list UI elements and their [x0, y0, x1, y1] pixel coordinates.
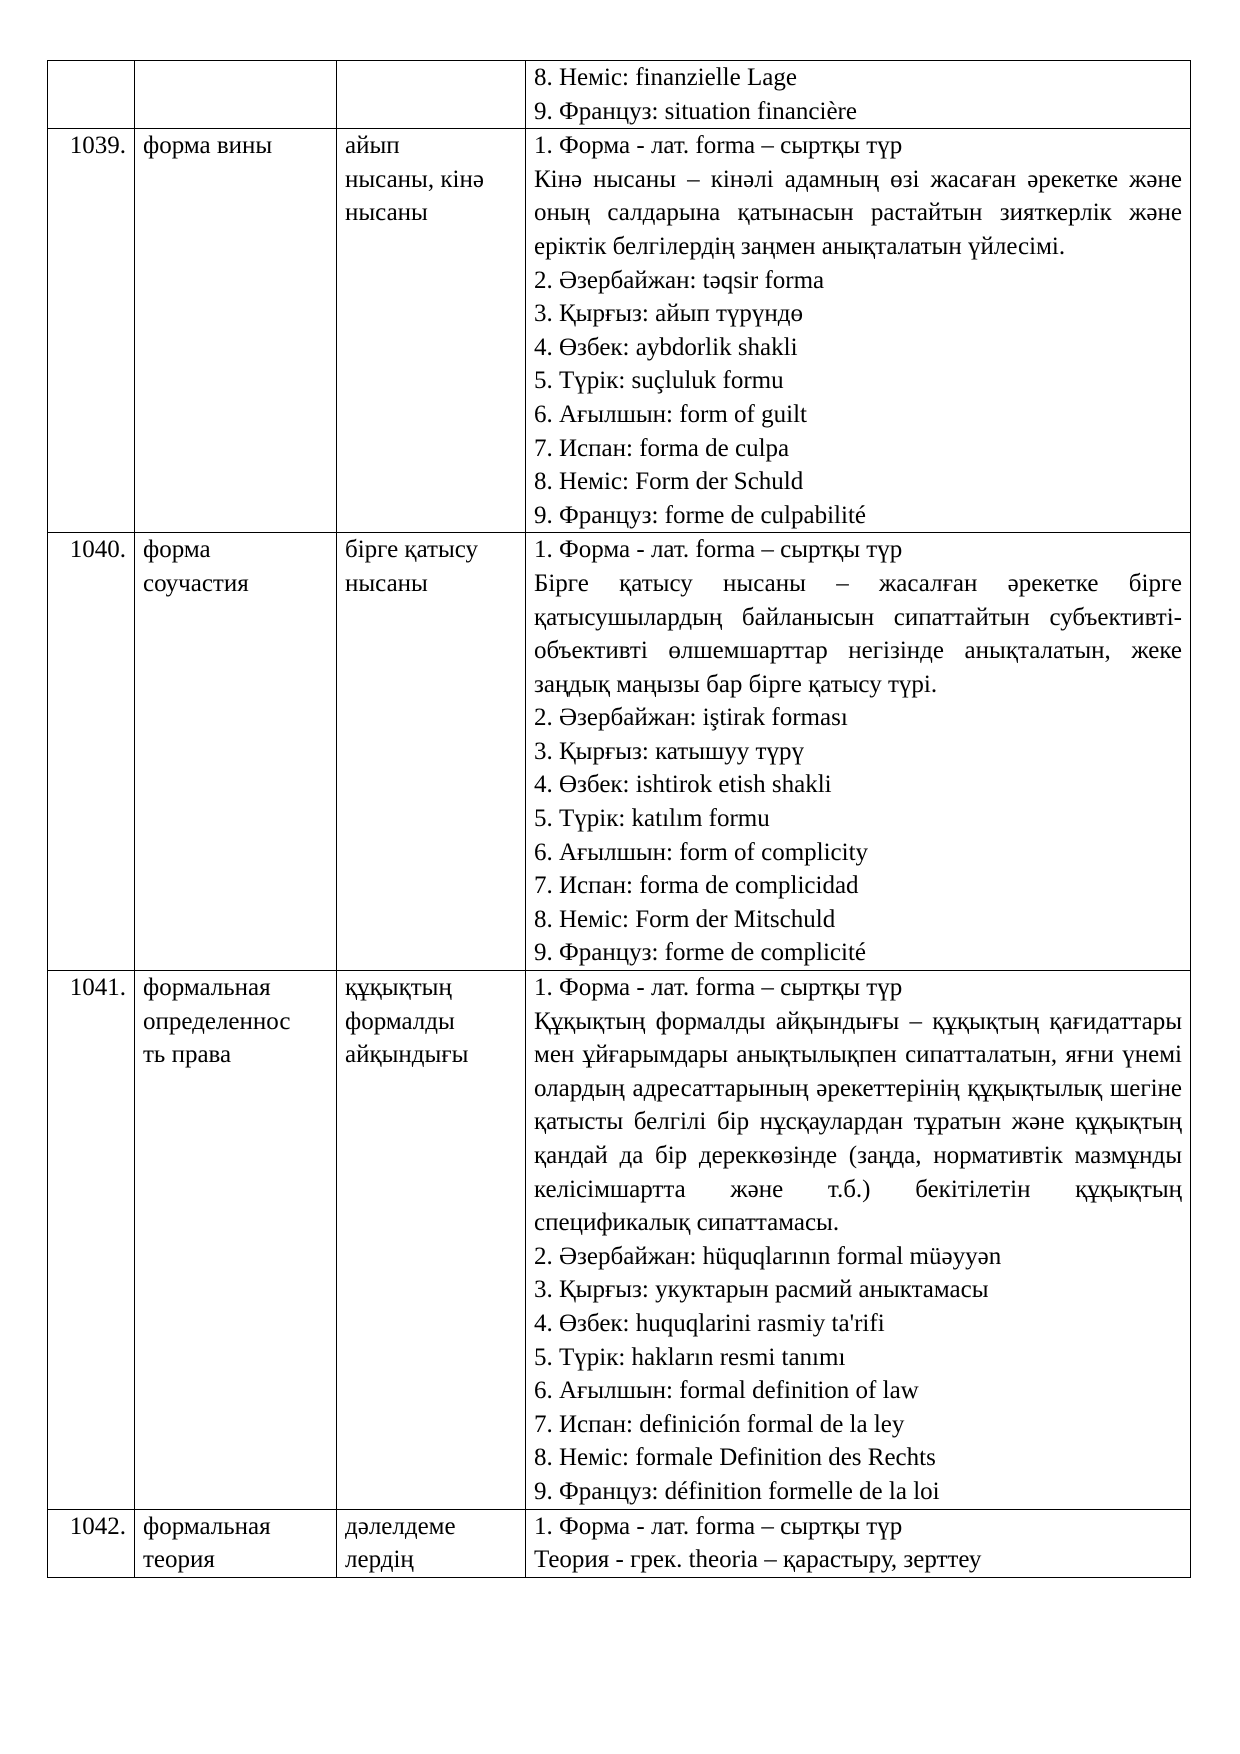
translation-line: 3. Қырғыз: катышуу түрү: [534, 737, 804, 765]
etymology-line: 1. Форма - лат. forma – сыртқы түр: [534, 132, 903, 160]
translation-line: 5. Түрік: hakların resmi tanımı: [534, 1343, 846, 1371]
term-kazakh: [337, 129, 526, 533]
definition-text: Кінә нысаны – кінәлі адамның өзі жасаған әрекетке және оның салдарына қатынасын растайтын зияткерлік және еріктік белгілердің заңмен анықталатын үйлесімі.: [534, 165, 1182, 260]
entry-number: 1040.: [48, 533, 135, 971]
translation-line: 2. Әзербайжан: təqsir forma: [534, 266, 825, 294]
translation-line: 7. Испан: definición formal de la ley: [534, 1410, 905, 1438]
translation-line: 3. Қырғыз: укуктарын расмий аныктамасы: [534, 1276, 989, 1304]
term-russian-line: определеннос: [143, 1007, 291, 1035]
term-russian: [135, 61, 337, 129]
term-kazakh-line: бірге қатысу: [345, 536, 479, 564]
term-kazakh-line: нысаны: [345, 569, 428, 597]
translation-line: 3. Қырғыз: айып түрүндө: [534, 300, 804, 328]
definition-text: Бірге қатысу нысаны – жасалған әрекетке бірге қатысушылардың байланысын сипаттайтын субъективті-объективті өлшемшарттар негізінде анықталатын, жеке заңдық маңызы бар бірге қатысу түрі.: [534, 569, 1182, 698]
table-row: [48, 61, 1191, 129]
translation-line: 7. Испан: forma de complicidad: [534, 872, 859, 900]
table-row: [48, 971, 1191, 1510]
term-kazakh-line: айқындығы: [345, 1041, 469, 1069]
translation-line: 9. Француз: forme de culpabilité: [534, 501, 866, 529]
translation-line: 8. Неміс: formale Definition des Rechts: [534, 1444, 936, 1472]
entry-number: 1042.: [48, 1509, 135, 1577]
term-kazakh-line: нысаны: [345, 199, 428, 227]
term-kazakh-line: нысаны, кінә: [345, 165, 484, 193]
translation-line: 8. Неміс: finanzielle Lage: [534, 64, 797, 91]
translation-line: 4. Өзбек: aybdorlik shakli: [534, 333, 798, 361]
entry-definition: [526, 129, 1191, 533]
translation-line: 7. Испан: forma de culpa: [534, 434, 790, 462]
translation-line: 6. Ағылшын: form of complicity: [534, 838, 869, 866]
term-kazakh-line: айып: [345, 132, 400, 160]
term-kazakh-line: формалды: [345, 1007, 455, 1035]
term-kazakh-line: құқықтың: [345, 974, 452, 1002]
translation-line: 5. Түрік: suçluluk formu: [534, 367, 784, 395]
translation-line: 9. Француз: forme de complicité: [534, 939, 866, 967]
translation-line: 6. Ағылшын: form of guilt: [534, 400, 807, 428]
term-russian: [135, 1509, 337, 1577]
translation-line: 4. Өзбек: ishtirok etish shakli: [534, 771, 832, 799]
term-russian: [135, 129, 337, 533]
term-russian: [135, 533, 337, 971]
term-kazakh: [337, 1509, 526, 1577]
term-russian-line: форма: [143, 536, 211, 564]
translation-line: 2. Әзербайжан: iştirak forması: [534, 704, 848, 732]
table-row: [48, 1509, 1191, 1577]
entry-definition: [526, 1509, 1191, 1577]
entry-definition: [526, 971, 1191, 1510]
term-russian-line: ть права: [143, 1041, 232, 1069]
term-kazakh-line: лердің: [345, 1546, 414, 1574]
term-kazakh: [337, 61, 526, 129]
term-russian-line: соучастия: [143, 569, 249, 597]
dictionary-table: [47, 60, 1191, 1578]
etymology-line: 1. Форма - лат. forma – сыртқы түр: [534, 536, 903, 564]
entry-number: 1041.: [48, 971, 135, 1510]
translation-line: 8. Неміс: Form der Schuld: [534, 468, 804, 496]
translation-line: 6. Ағылшын: formal definition of law: [534, 1377, 919, 1405]
entry-number: [48, 61, 135, 129]
entry-number: 1039.: [48, 129, 135, 533]
translation-line: 4. Өзбек: huquqlarini rasmiy ta'rifi: [534, 1309, 885, 1337]
translation-line: 8. Неміс: Form der Mitschuld: [534, 905, 836, 933]
etymology-line: Теория - грек. theoria – қарастыру, зерттеу: [534, 1546, 982, 1574]
term-kazakh: [337, 533, 526, 971]
translation-line: 2. Әзербайжан: hüquqlarının formal müəyyən: [534, 1242, 1002, 1270]
entry-definition: [526, 533, 1191, 971]
table-row: [48, 129, 1191, 533]
translation-line: 9. Француз: situation financière: [534, 97, 857, 125]
term-kazakh-line: дәлелдеме: [345, 1512, 456, 1540]
etymology-line: 1. Форма - лат. forma – сыртқы түр: [534, 974, 903, 1002]
translation-line: 5. Түрік: katılım formu: [534, 805, 770, 833]
term-russian-line: формальная: [143, 974, 271, 1002]
table-row: [48, 533, 1191, 971]
translation-line: 9. Француз: définition formelle de la loi: [534, 1477, 940, 1505]
entry-definition: [526, 61, 1191, 129]
term-russian-line: теория: [143, 1546, 215, 1574]
term-russian-line: формальная: [143, 1512, 271, 1540]
etymology-line: 1. Форма - лат. forma – сыртқы түр: [534, 1512, 903, 1540]
definition-text: Құқықтың формалды айқындығы – құқықтың қағидаттары мен ұйғарымдары анықтылықпен сипатталатын, яғни үнемі олардың адресаттарының әрекеттерінің құқықтылық шегіне қатысты белгілі бір нұсқаулардан тұратын және құқықтың қандай да бір дереккөзінде (заңда, нормативтік мазмұнды келісімшартта және т.б.) бекітілетін құқықтың спецификалық сипаттамасы.: [534, 1007, 1182, 1237]
term-russian-line: форма вины: [143, 132, 273, 160]
term-russian: [135, 971, 337, 1510]
term-kazakh: [337, 971, 526, 1510]
